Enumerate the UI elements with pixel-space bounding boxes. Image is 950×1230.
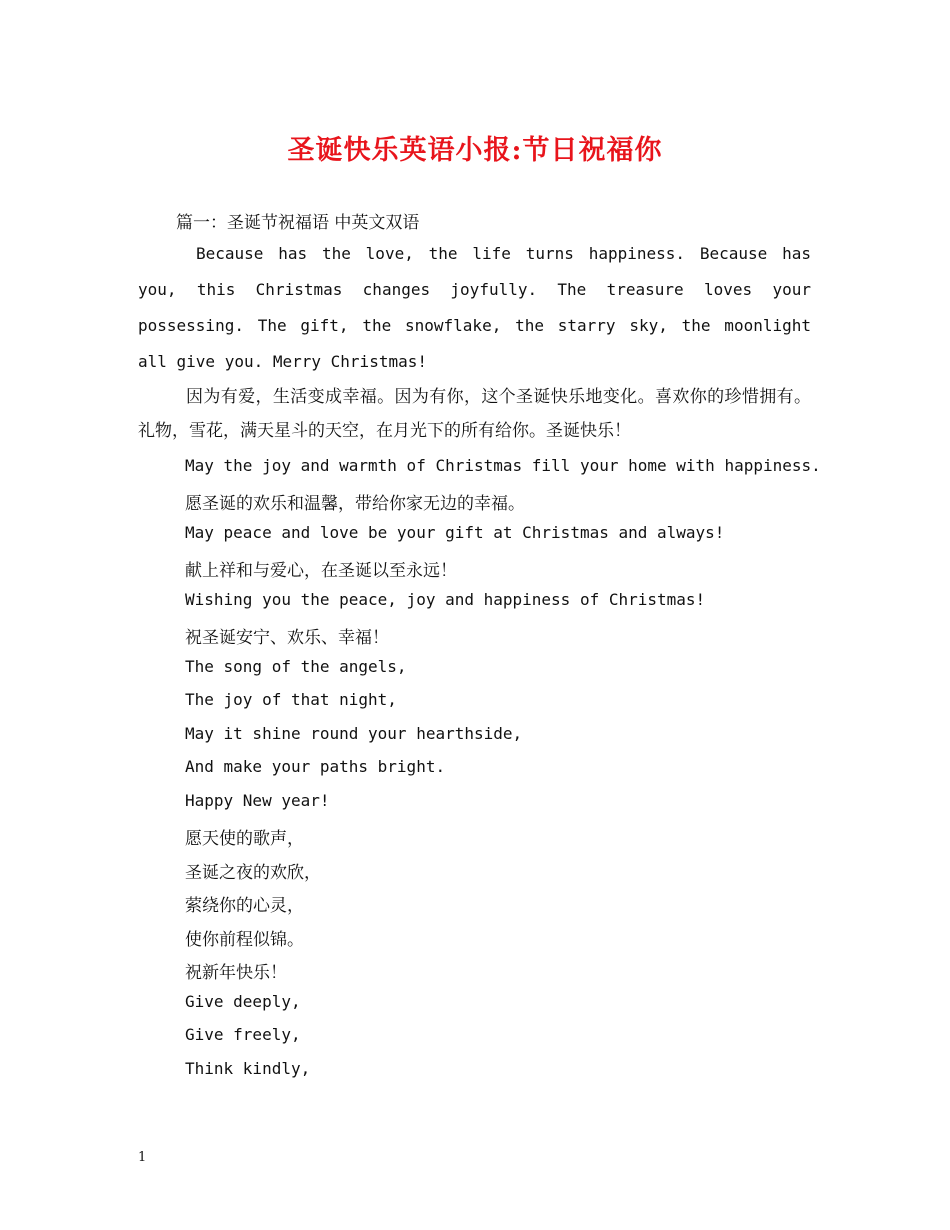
chinese-paragraph: 因为有爱，生活变成幸福。因为有你，这个圣诞快乐地变化。喜欢你的珍惜拥有。礼物，雪花，满天星斗的天空，在月光下的所有给你。圣诞快乐！ <box>138 387 811 441</box>
text-line: Give deeply, <box>185 992 301 1011</box>
english-paragraph: Because has the love, the life turns happiness. Because has you, this Christmas changes joyfully. The treasure loves your possessing. The gift, the snowflake, the starry sky, the moonlight all give you. Merry Christmas! <box>138 244 811 371</box>
text-line: 萦绕你的心灵， <box>185 896 304 916</box>
text-line: Think kindly, <box>185 1059 311 1078</box>
text-line: And make your paths bright. <box>185 757 446 776</box>
text-line: The song of the angels, <box>185 657 407 676</box>
document-title: 圣诞快乐英语小报:节日祝福你 <box>287 135 663 166</box>
section-heading: 篇一：圣诞节祝福语 中英文双语 <box>176 213 420 233</box>
text-line: 愿天使的歌声， <box>185 829 304 849</box>
text-line: 愿圣诞的欢乐和温馨，带给你家无边的幸福。 <box>185 494 525 514</box>
text-line: 祝新年快乐！ <box>185 963 287 983</box>
text-line: 圣诞之夜的欢欣， <box>185 863 321 883</box>
text-line: May it shine round your hearthside, <box>185 724 523 743</box>
text-line: Give freely, <box>185 1025 301 1044</box>
page-number: 1 <box>138 1150 147 1165</box>
text-line: Wishing you the peace, joy and happiness of Christmas! <box>185 590 706 609</box>
text-line: May the joy and warmth of Christmas fill your home with happiness. <box>185 456 821 475</box>
text-line: The joy of that night, <box>185 690 397 709</box>
text-line: Happy New year! <box>185 791 330 810</box>
text-line: 祝圣诞安宁、欢乐、幸福！ <box>185 628 389 648</box>
text-line: May peace and love be your gift at Christmas and always! <box>185 523 725 542</box>
text-line: 献上祥和与爱心，在圣诞以至永远！ <box>185 561 457 581</box>
text-line: 使你前程似锦。 <box>185 930 304 950</box>
